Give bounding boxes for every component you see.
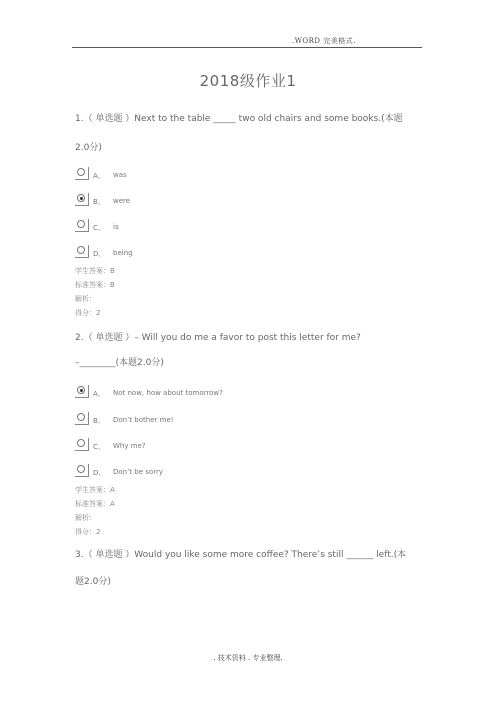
- header-rule: [72, 47, 422, 48]
- option-text: Not now, how about tomorrow?: [113, 389, 223, 397]
- q1-option-c[interactable]: [75, 218, 375, 232]
- q1-option-d[interactable]: [75, 244, 375, 258]
- q1-student-answer: 学生答案：B: [75, 267, 115, 275]
- option-letter: A、: [93, 390, 105, 398]
- radio-button-checked[interactable]: [75, 384, 89, 397]
- option-text: were: [113, 197, 131, 205]
- q1-standard-answer: 标准答案：B: [75, 281, 115, 289]
- q2-option-d[interactable]: [75, 463, 375, 477]
- option-letter: B、: [93, 198, 105, 206]
- option-letter: C、: [93, 224, 105, 232]
- option-text: Why me?: [113, 442, 146, 450]
- option-letter: D、: [93, 250, 106, 258]
- radio-button[interactable]: [75, 411, 89, 424]
- question-3-stem: 3.（ 单选题 ）Would you like some more coffee? There’s still ______ left.(本: [75, 550, 407, 560]
- radio-button-checked[interactable]: [75, 192, 89, 205]
- option-letter: D、: [93, 469, 106, 477]
- option-letter: C、: [93, 443, 105, 451]
- question-2-stem: 2.（ 单选题 ）– Will you do me a favor to post this letter for me?: [75, 333, 361, 343]
- page-header: [0, 36, 496, 48]
- radio-button[interactable]: [75, 244, 89, 257]
- radio-button[interactable]: [75, 437, 89, 450]
- q1-option-a[interactable]: [75, 166, 375, 180]
- radio-button[interactable]: [75, 218, 89, 231]
- q2-option-b[interactable]: [75, 411, 375, 425]
- q1-option-b[interactable]: [75, 192, 375, 206]
- option-text: Don’t bother me!: [113, 416, 174, 424]
- option-text: being: [113, 249, 133, 257]
- q2-standard-answer: 标准答案：A: [75, 500, 115, 508]
- q2-option-c[interactable]: [75, 437, 375, 451]
- radio-button[interactable]: [75, 166, 89, 179]
- radio-button[interactable]: [75, 463, 89, 476]
- option-text: Don’t be sorry: [113, 468, 163, 476]
- q2-student-answer: 学生答案：A: [75, 486, 115, 494]
- q1-score: 得分：2: [75, 309, 101, 317]
- q2-score: 得分：2: [75, 528, 101, 536]
- option-letter: B、: [93, 417, 105, 425]
- document-title: 2018级作业1: [199, 72, 297, 90]
- question-1-stem-cont: 2.0分): [75, 143, 102, 153]
- question-3-stem-cont: 题2.0分): [75, 577, 111, 587]
- page-footer: . 技术资料 . 专业整理.: [213, 654, 283, 662]
- q1-analysis: 解析：: [75, 295, 96, 303]
- option-letter: A、: [93, 172, 105, 180]
- option-text: is: [113, 223, 119, 231]
- q2-option-a[interactable]: [75, 384, 375, 398]
- q2-analysis: 解析：: [75, 514, 96, 522]
- question-2-stem-cont: –________(本题2.0分): [75, 358, 164, 368]
- option-text: was: [113, 171, 127, 179]
- header-text: .WORD 完美格式.: [292, 37, 356, 45]
- question-1-stem: 1.（ 单选题 ）Next to the table _____ two old chairs and some books.(本题: [75, 114, 403, 124]
